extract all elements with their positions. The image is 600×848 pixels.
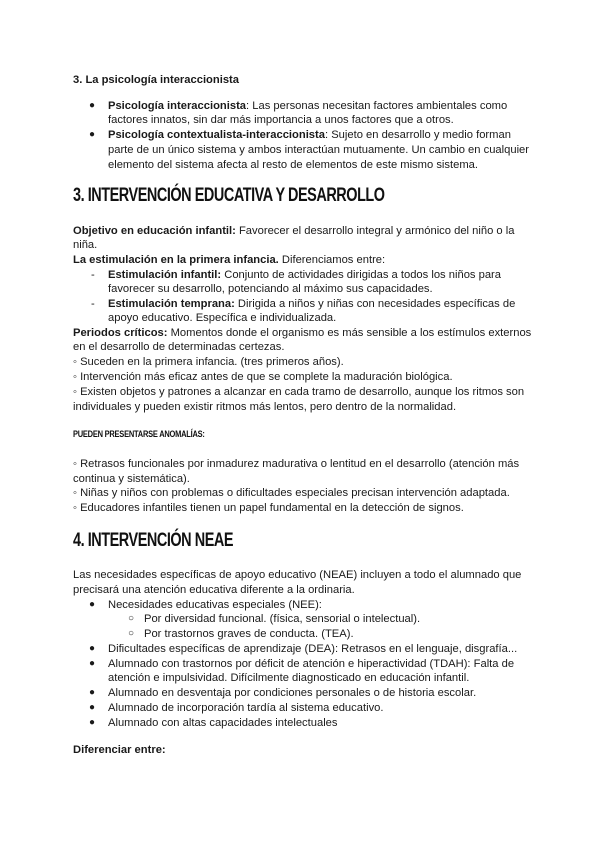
- list-item: Psicología contextualista-interaccionista: Sujeto en desarrollo y medio forman: [108, 129, 511, 141]
- anomalia-line: continua y sistemática).: [73, 473, 190, 485]
- dash-item: Estimulación infantil: Conjunto de actividades dirigidas a todos los niños para: [108, 269, 502, 281]
- bullet-icon: ●: [89, 100, 96, 111]
- note-line: ◦ Existen objetos y patrones a alcanzar en cada tramo de desarrollo, aunque los ritmos son: [73, 386, 525, 398]
- neae-intro-continuation: precisará una atención educativa diferente a la ordinaria.: [73, 584, 355, 596]
- bullet-icon: ●: [89, 129, 96, 140]
- list-item: Psicología interaccionista: Las personas necesitan factores ambientales como: [108, 100, 508, 112]
- dash-item: Estimulación temprana: Dirigida a niños y niñas con necesidades específicas de: [108, 298, 516, 310]
- neae-intro: Las necesidades específicas de apoyo educativo (NEAE) incluyen a todo el alumnado que: [73, 569, 522, 581]
- neae-list-item: Dificultades específicas de aprendizaje (DEA): Retrasos en el lenguaje, disgrafía...: [108, 643, 518, 655]
- neae-list-item: Alumnado en desventaja por condiciones personales o de historia escolar.: [108, 687, 477, 699]
- circle-bullet-icon: ○: [128, 613, 135, 624]
- estimulacion-paragraph: La estimulación en la primera infancia. Diferenciamos entre:: [73, 254, 386, 266]
- neae-list-item: Necesidades educativas especiales (NEE):: [108, 599, 322, 611]
- list-item-continuation: parte de un único sistema y ambos interactúan mutuamente. Un cambio en cualquier: [108, 144, 530, 156]
- objetivo-continuation: niña.: [73, 239, 98, 251]
- dash-item-continuation: favorecer su desarrollo, potenciando al máximo sus capacidades.: [108, 283, 433, 295]
- section-title-intervencion: 3. INTERVENCIÓN EDUCATIVA Y DESARROLLO: [73, 184, 385, 206]
- neae-list-item-continuation: atención e impulsividad. Difícilmente diagnosticado en educación infantil.: [108, 672, 470, 684]
- dash-icon: -: [91, 269, 95, 281]
- bullet-icon: ●: [89, 658, 96, 669]
- bullet-icon: ●: [89, 599, 96, 610]
- neae-sub-item: Por trastornos graves de conducta. (TEA).: [144, 628, 354, 640]
- dash-item-continuation: apoyo educativo. Específica e individualizada.: [108, 312, 337, 324]
- dash-icon: -: [91, 298, 95, 310]
- list-item-continuation: factores innatos, sin dar más importancia a unos factores que a otros.: [108, 114, 454, 126]
- neae-list-item: Alumnado con trastornos por déficit de atención e hiperactividad (TDAH): Falta de: [108, 658, 515, 670]
- bullet-icon: ●: [89, 702, 96, 713]
- neae-sub-item: Por diversidad funcional. (física, sensorial o intelectual).: [144, 613, 421, 625]
- neae-list-item: Alumnado de incorporación tardía al sistema educativo.: [108, 702, 384, 714]
- note-line: ◦ Suceden en la primera infancia. (tres primeros años).: [73, 356, 344, 368]
- bullet-icon: ●: [89, 643, 96, 654]
- anomalias-heading: PUEDEN PRESENTARSE ANOMALÍAS:: [73, 429, 205, 440]
- anomalia-line: ◦ Niñas y niños con problemas o dificultades especiales precisan intervención adaptada.: [73, 487, 510, 499]
- note-line: ◦ Intervención más eficaz antes de que se complete la maduración biológica.: [73, 371, 453, 383]
- diferenciar-heading: Diferenciar entre:: [73, 744, 166, 756]
- periodos-continuation: en el desarrollo de determinadas certezas.: [73, 341, 285, 353]
- anomalia-line: ◦ Educadores infantiles tienen un papel fundamental en la detección de signos.: [73, 502, 464, 514]
- circle-bullet-icon: ○: [128, 628, 135, 639]
- periodos-paragraph: Periodos críticos: Momentos donde el organismo es más sensible a los estímulos externos: [73, 327, 532, 339]
- section-title-neae: 4. INTERVENCIÓN NEAE: [73, 529, 234, 551]
- objetivo-paragraph: Objetivo en educación infantil: Favorecer el desarrollo integral y armónico del niño o la: [73, 225, 515, 237]
- section-heading-psicologia: 3. La psicología interaccionista: [73, 74, 239, 86]
- list-item-continuation: elemento del sistema afecta al resto de elementos de este mismo sistema.: [108, 159, 478, 171]
- bullet-icon: ●: [89, 717, 96, 728]
- note-line: individuales y pueden existir ritmos más lentos, pero dentro de la normalidad.: [73, 401, 457, 413]
- anomalia-line: ◦ Retrasos funcionales por inmadurez madurativa o lentitud en el desarrollo (atención más: [73, 458, 520, 470]
- bullet-icon: ●: [89, 687, 96, 698]
- neae-list-item: Alumnado con altas capacidades intelectuales: [108, 717, 338, 729]
